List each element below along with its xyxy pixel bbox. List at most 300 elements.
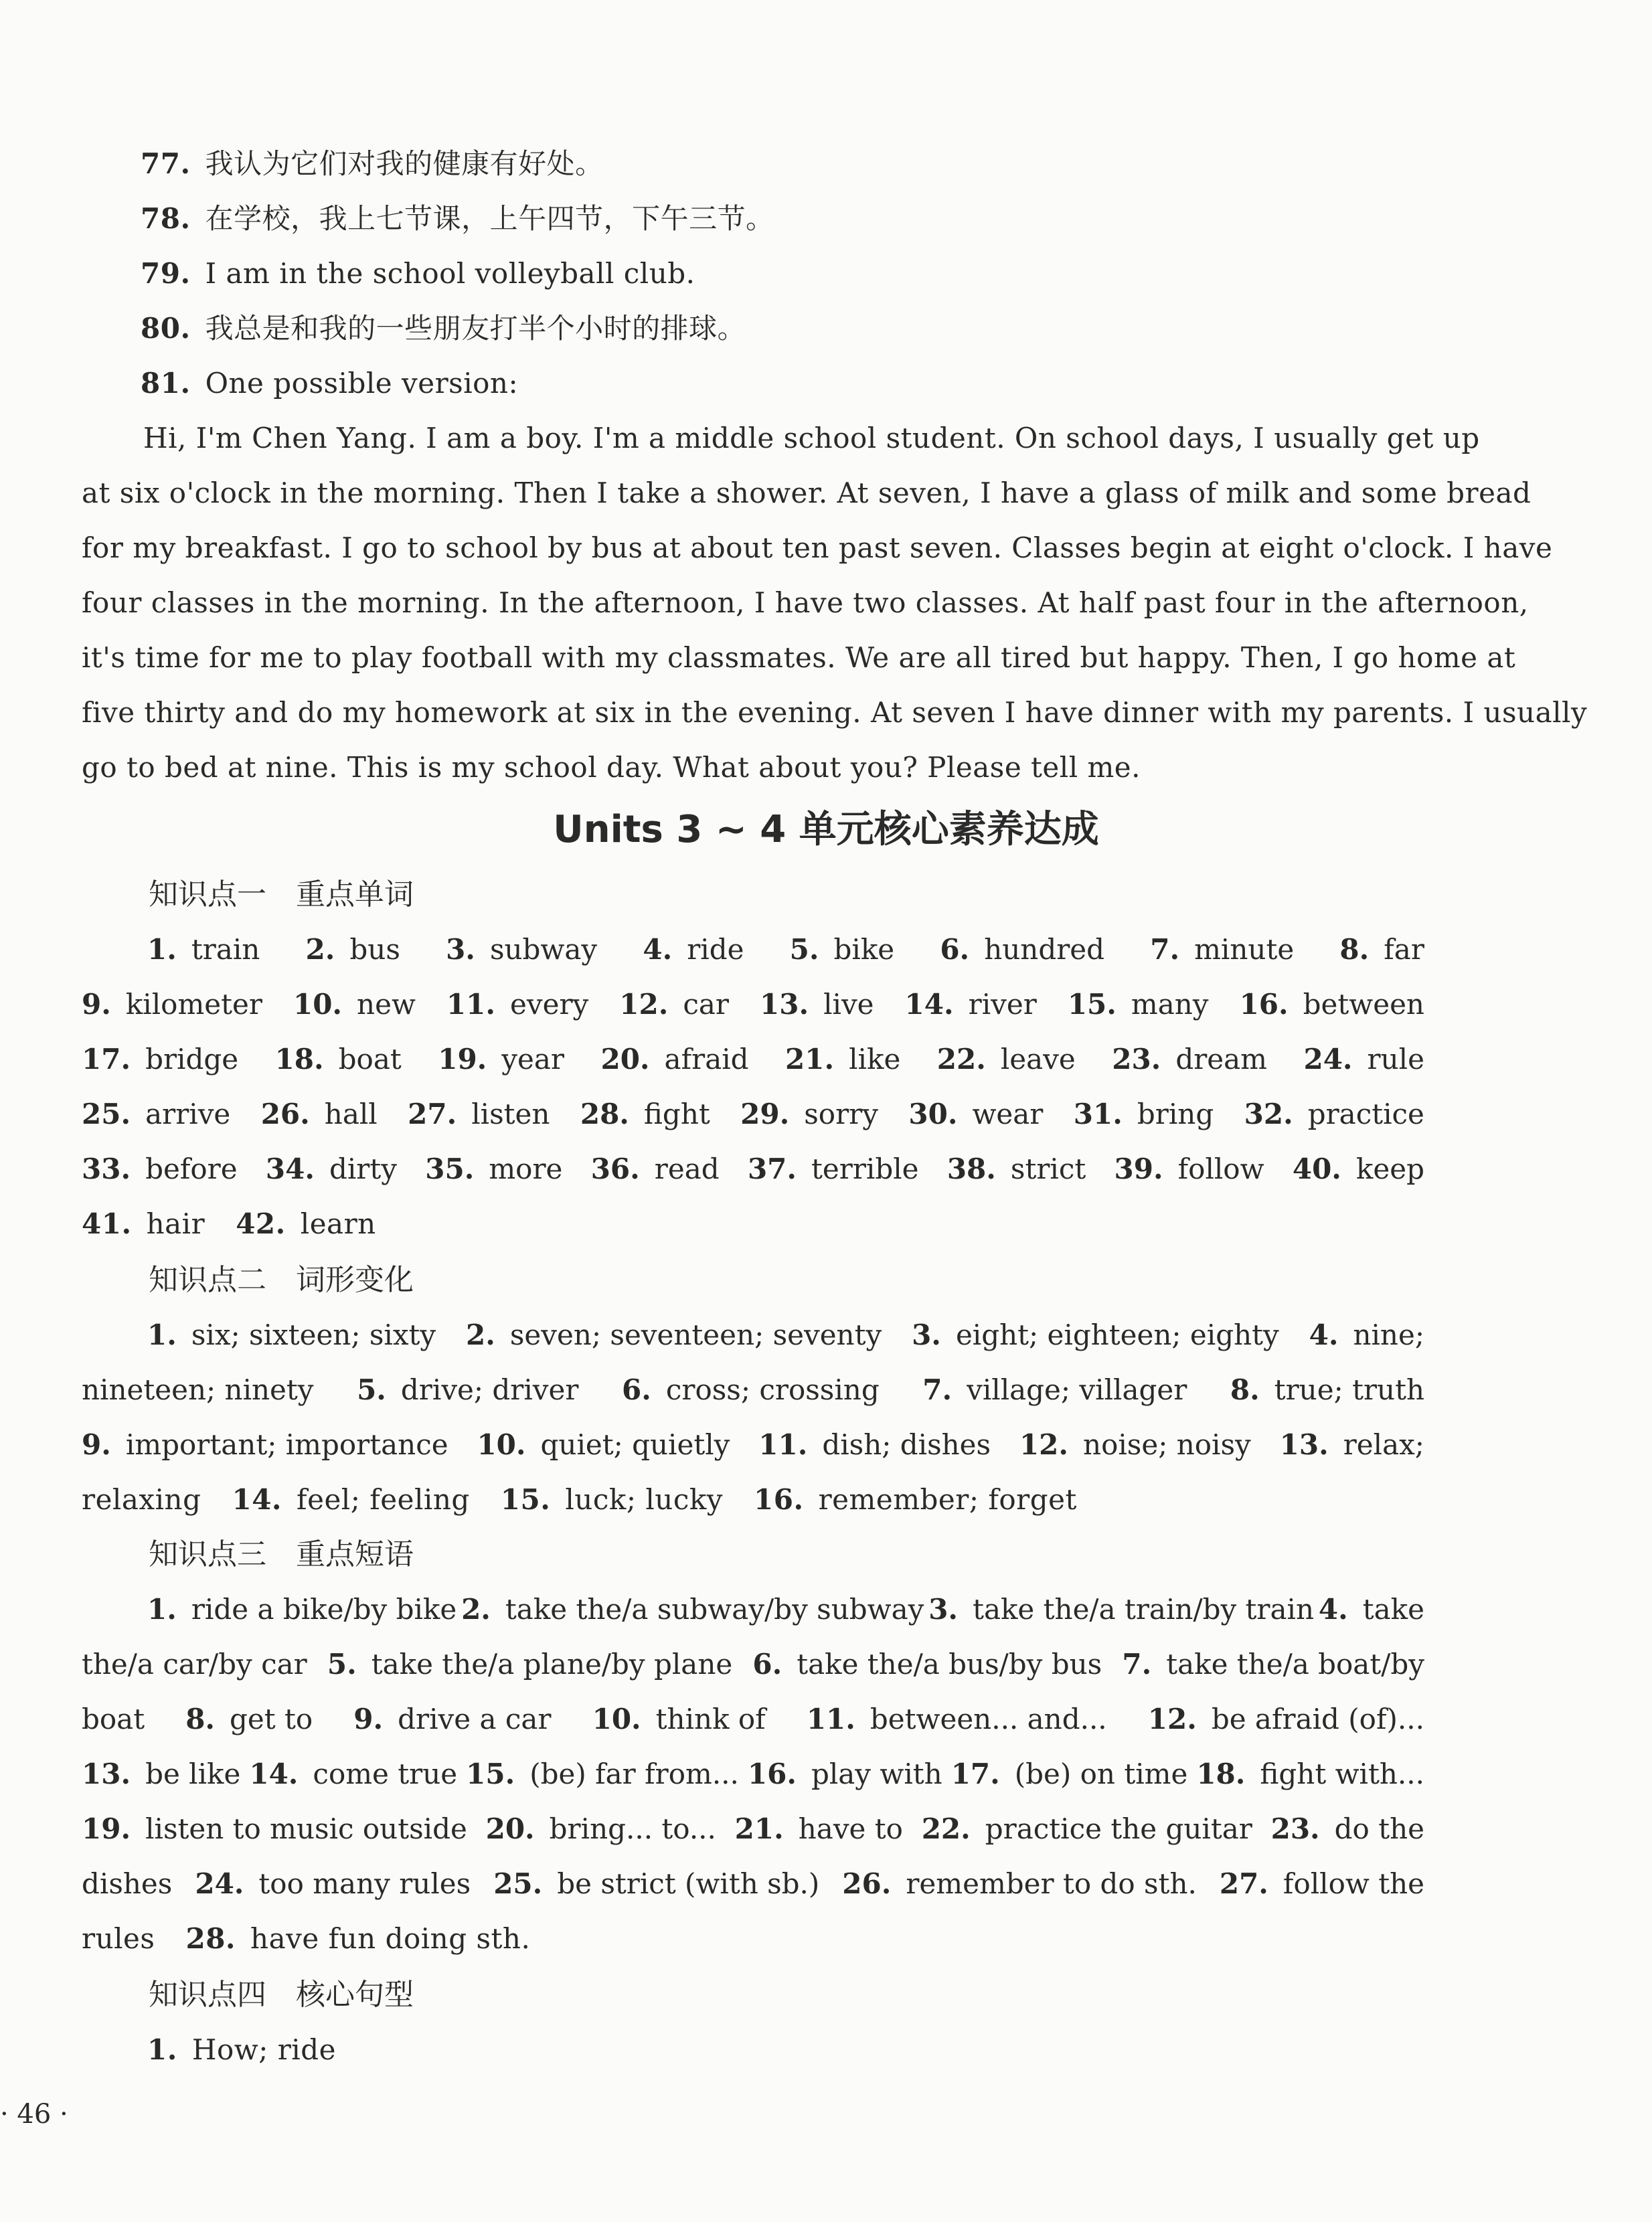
essay-line: go to bed at nine. This is my school day. What about you? Please tell me. [82,751,1141,784]
kp2-item [82,1480,201,1519]
kp1-item [306,930,400,969]
item-text: true; truth [1274,1373,1424,1406]
item-number: 25. [82,1098,131,1130]
item-number: 32. [1244,1098,1293,1130]
item-text: afraid [664,1043,749,1076]
kp1-item [261,1095,378,1134]
item-text: sorry [804,1098,878,1130]
item-text: far [1384,933,1424,966]
kp3-row [82,1645,1424,1684]
kp2-heading: 知识点二 词形变化 [149,1263,414,1297]
item-text: hall [324,1098,378,1130]
item-number: 15. [466,1758,515,1790]
item-number: 19. [438,1043,487,1076]
item-number: 8. [185,1703,216,1735]
answer-80: 80. 我总是和我的一些朋友打半个小时的排球。 [141,312,746,345]
item-number: 34. [265,1152,315,1185]
item-number: 12. [619,988,669,1021]
item-text: too many rules [258,1867,471,1900]
item-text: kilometer [125,988,262,1021]
item-number: 24. [195,1867,244,1900]
kp1-item [293,985,416,1024]
item-text: remember; forget [818,1483,1077,1516]
kp4-row [147,2031,336,2069]
kp3-item [928,1590,1314,1629]
kp3-row [82,1755,1424,1794]
kp3-item [82,1810,467,1849]
item-text: bridge [145,1043,239,1076]
answer-79: 79. I am in the school volleyball club. [141,257,695,290]
kp1-item [748,1150,919,1189]
kp1-item [82,1040,238,1079]
kp4-heading: 知识点四 核心句型 [149,1978,414,2012]
item-number: 35. [425,1152,475,1185]
item-number: 8. [1339,933,1370,966]
item-text: ride [687,933,744,966]
kp2-item [1280,1426,1424,1464]
kp1-item [740,1095,878,1134]
kp3-item [752,1645,1102,1684]
kp1-item [760,985,874,1024]
item-number: 20. [600,1043,650,1076]
item-text: minute [1194,933,1295,966]
item-number: 29. [740,1098,790,1130]
kp3-item [185,1919,530,1958]
item-number: 40. [1292,1152,1341,1185]
item-number: 10. [592,1703,641,1735]
kp3-item [1319,1590,1424,1629]
kp3-item [735,1810,903,1849]
item-text: year [501,1043,564,1076]
item-number: 9. [82,988,111,1021]
item-number: 30. [908,1098,958,1130]
item-text: between... and... [870,1703,1107,1735]
kp3-item [951,1755,1188,1794]
item-text: live [823,988,874,1021]
item-text: strict [1010,1152,1086,1185]
kp3-item [82,1755,240,1794]
item-number: 5. [327,1648,357,1681]
item-number: 16. [747,1758,797,1790]
item-number: 3. [446,933,475,966]
kp2-item [147,1316,436,1355]
item-number: 37. [747,1152,797,1185]
item-number: 21. [785,1043,835,1076]
item-text: listen [471,1098,550,1130]
kp2-item [758,1426,991,1464]
item-number: 1. [147,1318,177,1351]
item-number: 14. [232,1483,282,1516]
item-text: be strict (with sb.) [557,1867,820,1900]
page-number: · 46 · [0,2099,68,2130]
item-text: get to [230,1703,313,1735]
kp3-item [147,1590,457,1629]
kp2-item [477,1426,730,1464]
kp2-item [82,1426,448,1464]
item-text: bring [1137,1098,1214,1130]
kp1-item [266,1150,397,1189]
item-number: 6. [752,1648,782,1681]
item-text: dream [1175,1043,1267,1076]
kp3-item [807,1700,1107,1739]
item-text: the/a car/by car [82,1648,307,1681]
item-number: 13. [1279,1428,1329,1461]
item-text: take the/a boat/by [1166,1648,1424,1681]
item-text: car [683,988,729,1021]
essay-line: for my breakfast. I go to school by bus at about ten past seven. Classes begin at eight o'clock. I have [82,531,1553,564]
kp2-row [82,1426,1424,1464]
item-number: 28. [580,1098,629,1130]
kp3-row [82,1700,1424,1739]
item-text: nineteen; ninety [82,1373,314,1406]
item-text: cross; crossing [665,1373,880,1406]
item-text: take the/a subway/by subway [505,1593,924,1626]
item-text: play with [811,1758,942,1790]
item-text: relax; [1343,1428,1424,1461]
answer-77: 77. 我认为它们对我的健康有好处。 [141,147,604,180]
item-text: seven; seventeen; seventy [509,1318,882,1351]
kp1-item [147,930,260,969]
item-text: rule [1367,1043,1424,1076]
kp1-item [947,1150,1086,1189]
item-text: terrible [811,1152,919,1185]
kp1-item [1074,1095,1214,1134]
item-text: luck; lucky [565,1483,724,1516]
kp3-item [1148,1700,1424,1739]
item-number: 4. [1318,1593,1348,1626]
kp1-item [591,1150,720,1189]
item-number: 4. [643,933,673,966]
kp2-row [82,1371,1424,1409]
item-text: important; importance [125,1428,448,1461]
kp3-row [147,1590,1424,1629]
item-text: every [510,988,589,1021]
item-number: 10. [477,1428,526,1461]
essay-line: five thirty and do my homework at six in the evening. At seven I have dinner with my parents. I usually [82,696,1588,729]
section-title: Units 3 ~ 4 单元核心素养达成 [553,808,1099,851]
kp1-row [82,1040,1424,1079]
kp1-item [82,1150,238,1189]
kp1-row [82,1205,376,1244]
item-text: come true [313,1758,458,1790]
item-number: 10. [293,988,343,1021]
kp1-item [908,1095,1043,1134]
item-text: before [145,1152,238,1185]
item-number: 19. [82,1812,131,1845]
kp1-item [446,985,588,1024]
item-number: 18. [274,1043,324,1076]
item-number: 12. [1147,1703,1197,1735]
kp1-item [1339,930,1424,969]
item-number: 1. [147,1593,177,1626]
item-number: 13. [82,1758,131,1790]
item-text: drive; driver [400,1373,579,1406]
item-number: 17. [82,1043,131,1076]
item-number: 7. [1150,933,1180,966]
item-text: wear [972,1098,1044,1130]
item-text: fight [643,1098,710,1130]
item-number: 11. [758,1428,808,1461]
kp1-item [790,930,894,969]
kp1-item [1150,930,1294,969]
kp1-row [82,1095,1424,1134]
item-text: take the/a bus/by bus [797,1648,1102,1681]
item-text: read [654,1152,720,1185]
item-text: be like [145,1758,241,1790]
item-number: 5. [357,1373,386,1406]
kp1-item [619,985,729,1024]
item-number: 17. [951,1758,1000,1790]
kp1-item [446,930,597,969]
item-number: 22. [921,1812,971,1845]
item-text: train [191,933,260,966]
essay-line: four classes in the morning. In the afternoon, I have two classes. At half past four in the afternoon, [82,586,1529,619]
item-text: listen to music outside [145,1812,467,1845]
item-text: follow the [1283,1867,1424,1900]
kp1-heading: 知识点一 重点单词 [149,877,414,912]
item-number: 5. [789,933,819,966]
kp1-item [643,930,744,969]
item-text: dirty [329,1152,397,1185]
item-text: practice [1307,1098,1424,1130]
kp4-item [147,2031,336,2069]
item-number: 2. [305,933,335,966]
kp2-row [147,1316,1424,1355]
item-text: dishes [82,1867,173,1900]
kp3-item [195,1865,471,1903]
item-text: rules [82,1922,155,1955]
item-number: 24. [1303,1043,1353,1076]
item-text: boat [82,1703,145,1735]
answer-78: 78. 在学校，我上七节课，上午四节，下午三节。 [141,202,774,235]
item-number: 33. [82,1152,131,1185]
item-text: bike [833,933,895,966]
kp2-item [622,1371,880,1409]
kp1-row [147,930,1424,969]
kp1-row [82,985,1424,1024]
kp3-item [82,1700,145,1739]
kp2-item [912,1316,1279,1355]
kp3-heading: 知识点三 重点短语 [149,1537,414,1571]
item-number: 3. [928,1593,959,1626]
item-number: 31. [1073,1098,1123,1130]
item-number: 9. [353,1703,384,1735]
item-text: dish; dishes [822,1428,991,1461]
kp1-item [580,1095,710,1134]
item-text: be afraid (of)... [1211,1703,1424,1735]
item-text: have fun doing sth. [250,1922,531,1955]
item-text: bring... to... [549,1812,716,1845]
kp1-item [1240,985,1424,1024]
item-text: like [849,1043,901,1076]
item-number: 23. [1270,1812,1320,1845]
item-text: How; ride [191,2033,336,2066]
kp1-item [438,1040,564,1079]
item-number: 16. [1239,988,1289,1021]
item-number: 27. [408,1098,457,1130]
item-number: 11. [446,988,495,1021]
item-text: new [357,988,416,1021]
item-text: think of [655,1703,766,1735]
kp2-item [1230,1371,1424,1409]
item-text: leave [1000,1043,1076,1076]
kp3-item [1122,1645,1424,1684]
item-text: arrive [145,1098,231,1130]
item-number: 41. [82,1207,132,1240]
item-number: 36. [590,1152,640,1185]
item-number: 26. [260,1098,310,1130]
kp3-item [466,1755,739,1794]
item-text: hundred [984,933,1105,966]
item-text: remember to do sth. [906,1867,1197,1900]
kp1-item [82,1205,205,1244]
item-text: take the/a train/by train [973,1593,1315,1626]
kp3-item [1196,1755,1424,1794]
item-text: relaxing [82,1483,201,1516]
item-text: noise; noisy [1083,1428,1251,1461]
kp3-item [327,1645,732,1684]
essay-line: at six o'clock in the morning. Then I take a shower. At seven, I have a glass of milk and some bread [82,477,1532,509]
kp3-row [82,1919,530,1958]
item-number: 18. [1196,1758,1246,1790]
item-text: subway [489,933,598,966]
kp3-item [249,1755,457,1794]
kp1-item [82,1095,230,1134]
item-text: feel; feeling [297,1483,470,1516]
kp3-item [353,1700,551,1739]
kp1-row [82,1150,1424,1189]
kp3-item [592,1700,766,1739]
item-number: 28. [185,1922,236,1955]
essay-line: Hi, I'm Chen Yang. I am a boy. I'm a middle school student. On school days, I usually get up [143,422,1480,454]
item-number: 12. [1019,1428,1069,1461]
item-text: (be) far from... [529,1758,739,1790]
item-number: 11. [806,1703,855,1735]
item-text: village; villager [967,1373,1187,1406]
kp3-item [82,1865,172,1903]
kp1-item [275,1040,402,1079]
kp2-item [1309,1316,1424,1355]
item-text: river [968,988,1037,1021]
item-text: quiet; quietly [540,1428,730,1461]
kp2-item [82,1371,314,1409]
kp1-item [1068,985,1209,1024]
item-number: 16. [754,1483,804,1516]
item-text: nine; [1353,1318,1424,1351]
item-number: 14. [249,1758,299,1790]
item-text: practice the guitar [985,1812,1252,1845]
item-number: 15. [1067,988,1117,1021]
kp1-item [408,1095,550,1134]
item-number: 2. [461,1593,491,1626]
kp2-item [501,1480,723,1519]
kp1-item [425,1150,562,1189]
kp3-item [842,1865,1197,1903]
item-text: eight; eighteen; eighty [955,1318,1279,1351]
item-number: 26. [842,1867,892,1900]
item-number: 42. [236,1207,286,1240]
item-text: learn [300,1207,376,1240]
item-number: 4. [1309,1318,1339,1351]
item-number: 1. [147,933,177,966]
kp1-item [1112,1040,1267,1079]
kp1-item [1244,1095,1424,1134]
kp1-item [785,1040,900,1079]
item-text: many [1131,988,1209,1021]
kp1-item [1293,1150,1424,1189]
kp1-item [905,985,1037,1024]
kp2-item [922,1371,1187,1409]
item-number: 3. [912,1318,941,1351]
kp3-item [461,1590,924,1629]
item-text: hair [146,1207,205,1240]
item-text: more [489,1152,563,1185]
item-number: 2. [465,1318,495,1351]
kp1-item [600,1040,748,1079]
item-text: take [1362,1593,1424,1626]
item-text: six; sixteen; sixty [191,1318,436,1351]
item-number: 39. [1114,1152,1163,1185]
item-text: (be) on time [1014,1758,1188,1790]
answer-81: 81. One possible version: [141,367,519,400]
item-number: 9. [82,1428,111,1461]
kp3-item [1220,1865,1424,1903]
kp2-item [232,1480,469,1519]
kp3-item [922,1810,1252,1849]
kp2-item [1019,1426,1251,1464]
item-text: boat [338,1043,402,1076]
item-number: 6. [622,1373,651,1406]
item-number: 38. [946,1152,996,1185]
item-number: 15. [500,1483,551,1516]
kp3-item [493,1865,819,1903]
item-text: have to [798,1812,903,1845]
item-number: 20. [485,1812,535,1845]
item-text: follow [1177,1152,1264,1185]
kp3-item [185,1700,313,1739]
item-number: 25. [493,1867,543,1900]
item-number: 21. [734,1812,784,1845]
item-text: do the [1334,1812,1424,1845]
item-number: 7. [922,1373,953,1406]
item-text: keep [1355,1152,1424,1185]
kp1-item [1303,1040,1424,1079]
item-number: 23. [1112,1043,1161,1076]
item-text: drive a car [398,1703,552,1735]
essay-line: it's time for me to play football with my classmates. We are all tired but happy. Then, I go home at [82,641,1516,674]
item-number: 1. [147,2033,177,2066]
item-text: fight with... [1260,1758,1424,1790]
item-number: 8. [1230,1373,1260,1406]
kp3-item [82,1645,307,1684]
kp3-row [82,1810,1424,1849]
kp1-item [236,1205,376,1244]
item-number: 7. [1122,1648,1152,1681]
kp3-item [486,1810,716,1849]
kp3-row [82,1865,1424,1903]
kp2-item [357,1371,578,1409]
item-number: 13. [760,988,809,1021]
item-number: 22. [936,1043,986,1076]
kp1-item [937,1040,1076,1079]
kp2-row [82,1480,1077,1519]
kp3-item [748,1755,942,1794]
item-text: bus [349,933,400,966]
item-text: ride a bike/by bike [191,1593,457,1626]
kp1-item [82,985,262,1024]
item-text: between [1303,988,1424,1021]
kp3-item [1271,1810,1424,1849]
